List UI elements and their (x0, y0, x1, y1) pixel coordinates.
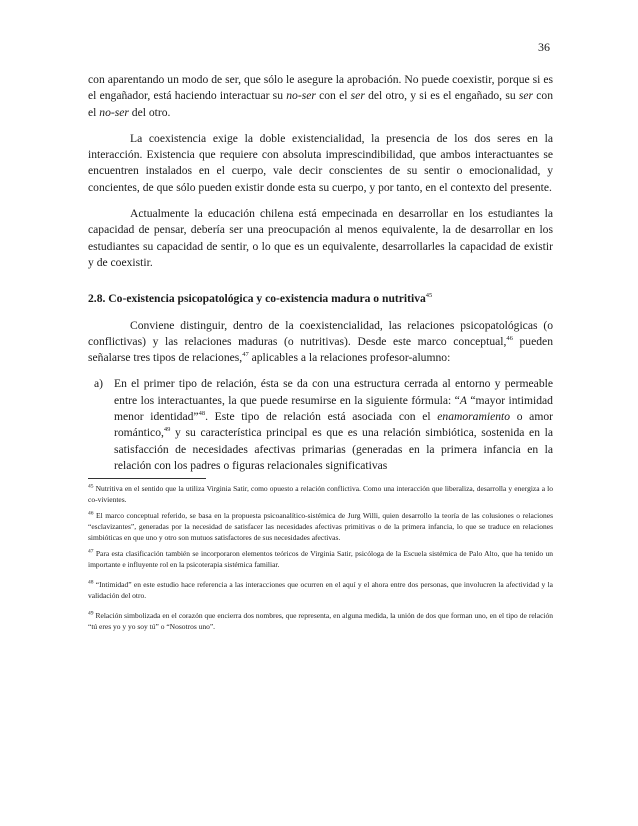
text-run: y su característica principal es que es una relación simbiótica, sostenida en la satisfacción de necesidades afectivas primarias (generadas en la primera infancia en la relación con los padres o figuras relacionales significativas (114, 426, 553, 472)
emphasis: ser (350, 89, 365, 103)
footnote-49 (88, 610, 553, 632)
text-run: con el (315, 89, 351, 103)
paragraph-continuation (88, 72, 553, 121)
emphasis: enamoramiento (437, 410, 511, 424)
text-run: con aparentando un modo de ser, que sólo le asegure la aprobación. No puede coexistir, porque si es el engañador, está haciendo interactuar su (88, 73, 553, 103)
list-item (88, 376, 553, 474)
emphasis: A (459, 393, 467, 407)
emphasis: ser (518, 89, 534, 103)
paragraph-intro (88, 318, 553, 367)
footnote-number: 47 (88, 548, 94, 555)
footnote-ref: 49 (163, 426, 171, 434)
footnotes (88, 483, 553, 632)
footnote-text: Para esta clasificación también se incorporaron elementos teóricos de Virginia Satir, psicóloga de la Escuela sistémica de Palo Alto, que ha tenido un importante e influyente rol en la psicoterapia sistémica familiar. (88, 549, 553, 570)
list-marker: a) (94, 377, 104, 391)
footnote-text: Relación simbolizada en el corazón que encierra dos nombres, que representa, en alguna medida, la unión de dos que forman uno, en el tipo de relación “tú eres yo y yo soy tú” o “Nosotros uno”. (88, 611, 553, 632)
footnote-46 (88, 510, 553, 543)
text-run: del otro. (128, 105, 171, 119)
section-heading-text: 2.8. Co-existencia psicopatológica y co-existencia madura o nutritiva (88, 292, 426, 306)
footnote-number: 45 (88, 483, 94, 490)
text-run: con el (88, 89, 554, 119)
text-run: aplicables a la relaciones profesor-alumno: (248, 351, 451, 365)
footnote-text: Nutritiva en el sentido que la utiliza Virginia Satir, como opuesto a relación conflictiva. Como una interacción que liberaliza, desarrolla y energiza a lo co-vivientes. (88, 484, 553, 505)
footnote-ref: 47 (242, 351, 249, 359)
relation-list (88, 376, 553, 474)
footnote-ref: 48 (198, 410, 206, 418)
emphasis: no-ser (286, 89, 316, 103)
text-run: “mayor intimidad menor identidad” (114, 393, 553, 424)
text-run: . Este tipo de relación está asociada con el (205, 410, 438, 424)
footnote-text: El marco conceptual referido, se basa en la propuesta psicoanalítico-sistémica de Jurg Willi, quien desarrollo la teoría de las colusiones o relaciones “esclavizantes”, generadas por la necesidad de satisfacer las necesidades afectivas primitivas o de la primera infancia, lo que se traduce en relaciones simbióticas en que uno y otro son mutuos satisfactores de sus necesidades afectivas. (88, 511, 553, 543)
footnote-number: 46 (88, 510, 94, 517)
footnote-ref: 46 (506, 335, 513, 342)
section-heading (88, 291, 553, 307)
text-run: pueden señalarse tres tipos de relaciones, (88, 334, 553, 365)
page-body (88, 72, 553, 637)
emphasis: no-ser (99, 105, 129, 119)
text-run: En el primer tipo de relación, ésta se da con una estructura cerrada al entorno y permeable entre los interactuantes, la que puede resumirse en la siguiente fórmula: “ (114, 377, 553, 407)
footnote-number: 49 (88, 610, 94, 617)
text-run: Conviene distinguir, dentro de la coexistencialidad, las relaciones psicopatológicas (o conflictivas) y las relaciones maduras (o nutritivas). Desde este marco conceptual, (88, 318, 553, 348)
footnote-text: “Intimidad” en este estudio hace referencia a las interacciones que ocurren en el aquí y el ahora entre dos personas, que involucren la afectividad y la validación del otro. (88, 580, 553, 601)
footnote-45 (88, 483, 553, 505)
footnote-ref: 45 (425, 292, 433, 300)
footnote-48 (88, 579, 553, 601)
text-run: o amor romántico, (114, 410, 553, 440)
text-run: del otro, y si es el engañado, su (364, 89, 519, 103)
footnote-divider (88, 478, 206, 479)
footnote-number: 48 (88, 579, 94, 586)
footnote-47 (88, 548, 553, 570)
page-number: 36 (538, 40, 550, 54)
paragraph-education: Actualmente la educación chilena está empecinada en desarrollar en los estudiantes la capacidad de pensar, debería ser una preocupación al menos equivalente, la de desarrollar en los estudiantes su capacidad de sentir, o lo que es un equivalente, desarrollarles la capacidad de existir y de coexistir. (88, 207, 553, 269)
paragraph-coexistence: La coexistencia exige la doble existencialidad, la presencia de los dos seres en la interacción. Existencia que requiere con absoluta imprescindibilidad, que ambos interactuantes se encuentren instalados en el cuerpo, vale decir conscientes de su sentir o emocionalidad, y concientes, de que sólo pueden existir donde esta su cuerpo, y por tanto, en el contexto del presente. (88, 131, 553, 194)
